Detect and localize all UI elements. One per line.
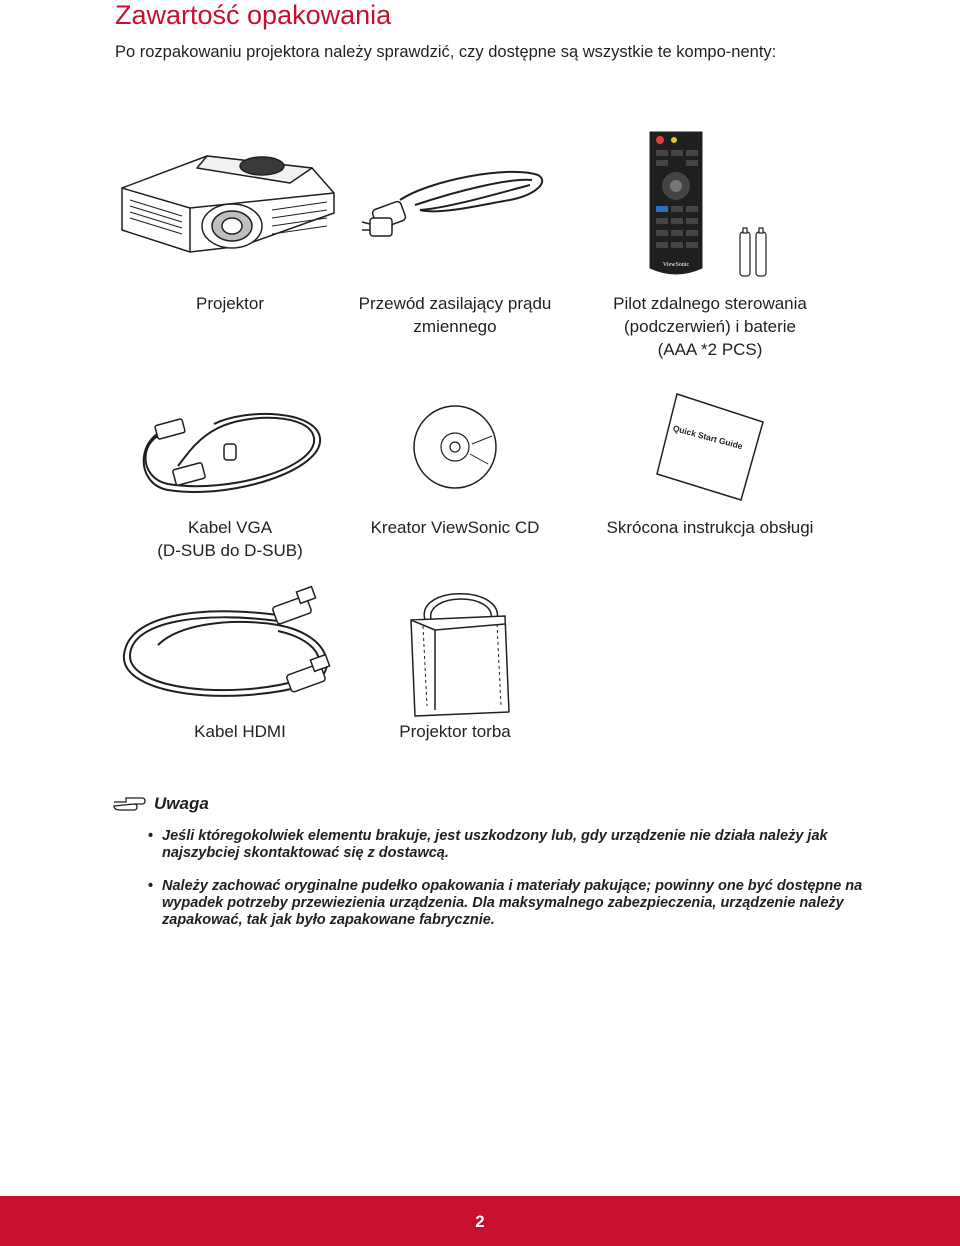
note-bullet-2: • Należy zachować oryginalne pudełko opakowania i materiały pakujące; powinny one być dostępne na wypadek potrzeby przewiezienia urządzenia. Dla maksymalnego zabezpieczenia, urządzenie należy zapakować, tak jak było zapakowane fabrycznie. — [148, 878, 863, 928]
remote-brand-text: ViewSonic — [662, 262, 690, 268]
cd-icon — [412, 404, 498, 490]
hdmi-cable-icon — [118, 585, 340, 717]
intro-paragraph: Po rozpakowaniu projektora należy sprawdzić, czy dostępne są wszystkie te kompo-nenty: — [115, 43, 777, 61]
note-bullet-1: • Jeśli któregokolwiek elementu brakuje, jest uszkodzony lub, gdy urządzenie nie działa należy jak najszybciej skontaktować się z dostawcą. — [148, 828, 828, 861]
caption-cd: Kreator ViewSonic CD — [370, 518, 540, 537]
footer-bar — [0, 1196, 960, 1246]
note-title: Uwaga — [154, 794, 209, 813]
quick-guide-icon — [655, 392, 767, 504]
remote-control-icon — [640, 128, 780, 280]
power-cord-icon — [360, 160, 550, 245]
bag-icon — [405, 580, 515, 720]
caption-remote: Pilot zdalnego sterowania (podczerwień) i baterie (AAA *2 PCS) — [613, 294, 807, 359]
note-header — [112, 794, 209, 814]
vga-cable-icon — [128, 408, 328, 500]
page-number: 2 — [475, 1212, 485, 1231]
caption-power-cord: Przewód zasilający prądu zmiennego — [358, 294, 552, 336]
projector-icon — [112, 138, 337, 258]
caption-quick-guide: Skrócona instrukcja obsługi — [606, 518, 814, 537]
caption-bag: Projektor torba — [399, 722, 511, 741]
page-title: Zawartość opakowania — [115, 0, 392, 30]
guide-cover-text: Quick Start Guide — [671, 422, 744, 452]
caption-vga-cable: Kabel VGA (D-SUB do D-SUB) — [157, 518, 303, 560]
pointing-hand-icon — [112, 794, 146, 814]
caption-projector: Projektor — [195, 294, 265, 313]
caption-hdmi-cable: Kabel HDMI — [194, 722, 286, 741]
